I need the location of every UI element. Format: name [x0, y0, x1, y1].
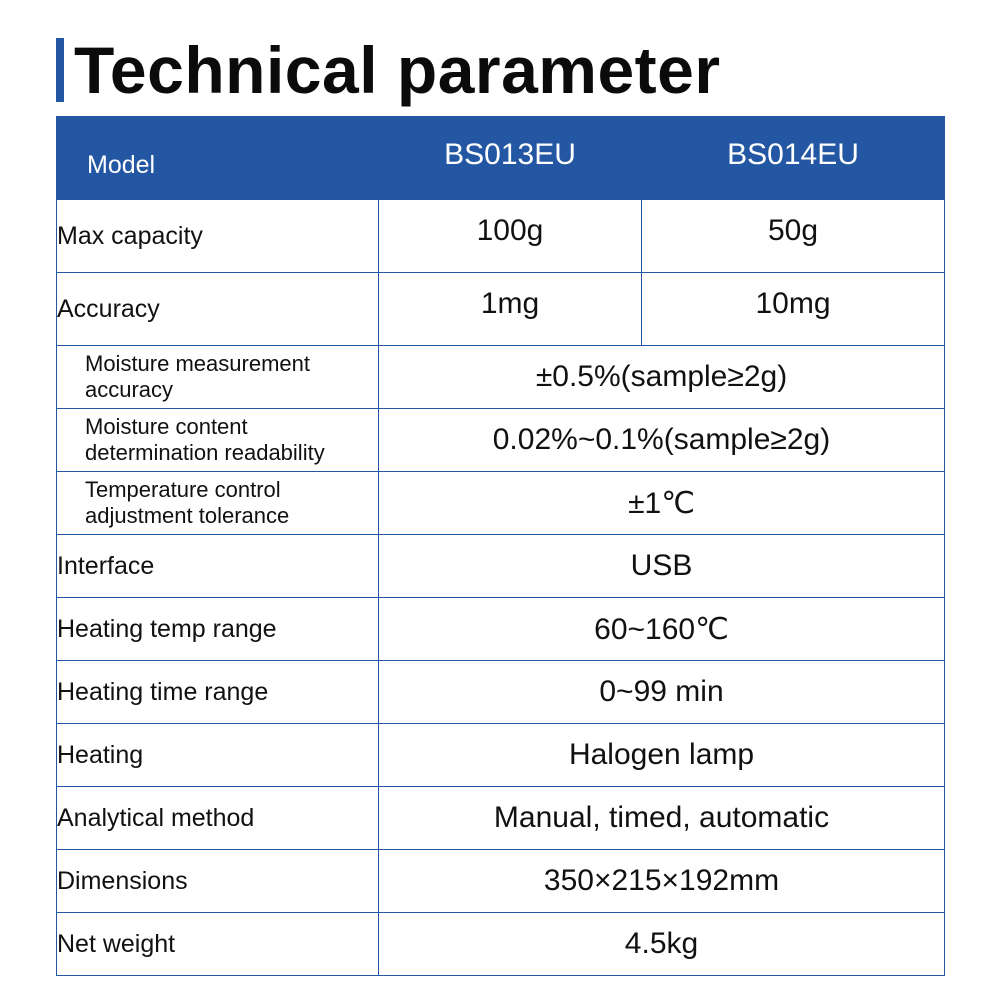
table-row — [57, 535, 945, 598]
row-label: Heating temp range — [57, 598, 379, 661]
row-value: 350×215×192mm — [379, 850, 945, 913]
row-label: Interface — [57, 535, 379, 598]
row-label: Moisture content determination readability — [57, 409, 379, 472]
row-label: Max capacity — [57, 200, 379, 273]
table-row — [57, 598, 945, 661]
row-value: USB — [379, 535, 945, 598]
header-model-label: Model — [57, 117, 379, 200]
spec-table — [56, 116, 945, 976]
row-label: Temperature control adjustment tolerance — [57, 472, 379, 535]
row-value: Manual, timed, automatic — [379, 787, 945, 850]
row-value: 60~160℃ — [379, 598, 945, 661]
table-row — [57, 409, 945, 472]
row-value: ±0.5%(sample≥2g) — [379, 346, 945, 409]
row-value: 4.5kg — [379, 913, 945, 976]
table-header-row — [57, 117, 945, 200]
table-row — [57, 346, 945, 409]
row-label: Net weight — [57, 913, 379, 976]
row-value: 10mg — [642, 273, 945, 346]
row-value: 100g — [379, 200, 642, 273]
table-row — [57, 200, 945, 273]
page-title: Technical parameter — [74, 33, 721, 107]
row-label: Heating — [57, 724, 379, 787]
table-row — [57, 661, 945, 724]
row-value: 50g — [642, 200, 945, 273]
row-value: 0.02%~0.1%(sample≥2g) — [379, 409, 945, 472]
table-row — [57, 913, 945, 976]
title-accent-bar — [56, 38, 64, 102]
row-label: Dimensions — [57, 850, 379, 913]
header-model-1: BS013EU — [379, 117, 642, 200]
header-model-2: BS014EU — [642, 117, 945, 200]
row-value: ±1℃ — [379, 472, 945, 535]
row-label: Accuracy — [57, 273, 379, 346]
row-value: Halogen lamp — [379, 724, 945, 787]
table-row — [57, 273, 945, 346]
table-row — [57, 724, 945, 787]
row-label: Analytical method — [57, 787, 379, 850]
table-row — [57, 850, 945, 913]
row-label: Heating time range — [57, 661, 379, 724]
row-label: Moisture measurement accuracy — [57, 346, 379, 409]
row-value: 0~99 min — [379, 661, 945, 724]
row-value: 1mg — [379, 273, 642, 346]
table-row — [57, 472, 945, 535]
table-row — [57, 787, 945, 850]
